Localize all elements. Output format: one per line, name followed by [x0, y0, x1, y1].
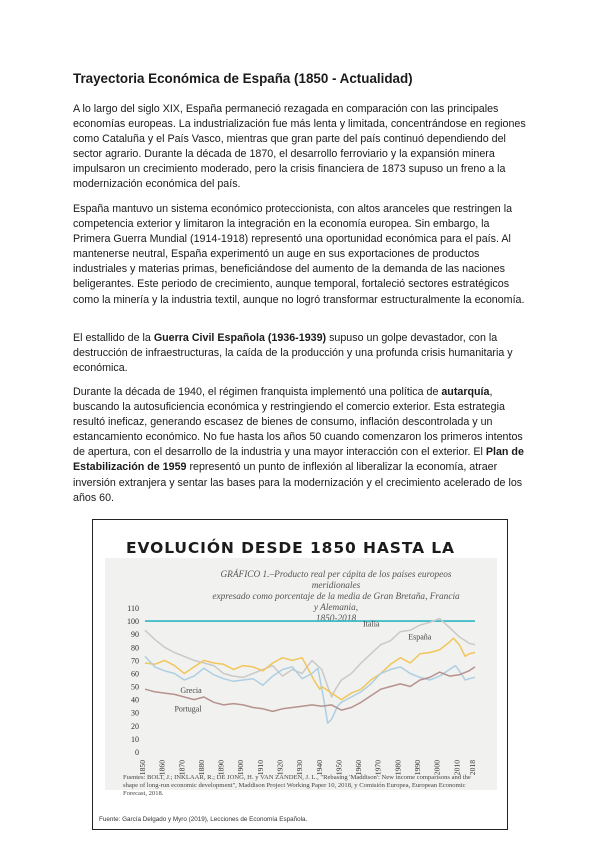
- x-tick-label: 1880: [196, 760, 206, 776]
- y-tick-label: 10: [131, 734, 139, 744]
- paragraph-text: Durante la década de 1940, el régimen franquista implementó una política de: [73, 386, 442, 398]
- chart-caption-line: expresado como porcentaje de la media de Gran Bretaña, Francia y Alemania,: [212, 592, 460, 613]
- bold-term-guerra-civil: Guerra Civil Española (1936-1939): [153, 332, 327, 344]
- y-tick-label: 30: [131, 708, 139, 718]
- page-title: Trayectoria Económica de España (1850 - Actualidad): [73, 71, 413, 86]
- paragraph-guerra-civil: [73, 331, 529, 376]
- y-tick-label: 90: [131, 630, 139, 640]
- paragraph-proteccionismo: España mantuvo un sistema económico proteccionista, con altos aranceles que restringen la competencia exterior y limitaron la integración en la economía europea. Sin embargo, la Primera Guerra Mundial (1914-1918) representó una oportunidad económica para el país. Al mantenerse neutral, España experimentó un auge en sus exportaciones de productos industriales y materias primas, beneficiándose del aumento de la demanda de las naciones beligerantes. Este periodo de crecimiento, aunque temporal, fortaleció sectores estratégicos como la minería y la industria textil, aunque no logró transformar estructuralmente la economía.: [73, 203, 525, 306]
- x-tick-label: 2018: [468, 760, 477, 776]
- y-tick-label: 50: [131, 682, 139, 692]
- figure-heading: EVOLUCIÓN DESDE 1850 HASTA LA: [126, 539, 455, 557]
- paragraph-siglo-xix: A lo largo del siglo XIX, España permaneció rezagada en comparación con las principales economías europeas. La industrialización fue más lenta y limitada, concentrándose en regiones como Cataluña y el País Vasco, mientras que gran parte del país continuó dependiendo del sector agrario. Durante la década de 1870, el desarrollo ferroviario y la expansión minera impulsaron un crecimiento moderado, pero la crisis financiera de 1873 supuso un freno a la modernización económica del país.: [73, 103, 526, 191]
- x-tick-label: 1970: [373, 760, 383, 776]
- y-tick-label: 0: [135, 748, 139, 757]
- series-label-grecia: Grecia: [180, 686, 202, 696]
- y-tick-label: 60: [131, 669, 139, 679]
- x-tick-label: 2000: [432, 760, 442, 776]
- bold-term-autarquia: autarquía: [441, 386, 490, 398]
- x-tick-label: 1860: [157, 760, 167, 776]
- y-tick-label: 40: [131, 695, 139, 705]
- x-tick-label: 1980: [393, 760, 403, 776]
- x-tick-label: 1920: [275, 760, 285, 776]
- paragraph-text: supuso un golpe devastador, con la destrucción de infraestructuras, la caída de la producción y una profunda crisis humanitaria y económica.: [73, 332, 513, 375]
- series-label-portugal: Portugal: [174, 704, 202, 714]
- paragraph-text: El estallido de la: [73, 332, 154, 344]
- x-tick-label: 1960: [354, 760, 364, 776]
- x-tick-label: 1890: [216, 760, 226, 776]
- x-tick-label: 1990: [413, 760, 422, 776]
- paragraph-text: representó un punto de inflexión al liberalizar la economía, atraer inversión extranjera y sentar las bases para la modernización y el crecimiento acelerado de los años 60.: [73, 461, 523, 504]
- y-tick-label: 110: [127, 604, 139, 613]
- x-tick-label: 1940: [314, 760, 324, 776]
- series-label-italia: Italia: [363, 619, 380, 629]
- y-tick-label: 70: [131, 656, 139, 666]
- series-label-espana: España: [408, 632, 432, 642]
- figure-source: Fuente: García Delgado y Myro (2019), Lecciones de Economía Española.: [99, 816, 308, 823]
- paragraph-autarquia: [73, 385, 529, 506]
- x-tick-label: 1900: [236, 760, 246, 776]
- x-tick-label: 1950: [334, 760, 344, 776]
- chart-source-note: Fuentes: BOLT, J.; INKLAAR, R.; DE JONG, H. y VAN ZANDEN, J. L., "Rebasing 'Maddison': New income comparisons and the shape of long-run economic development", Maddison Project Working Paper 10, 2018, y Comisión Europea, European Economic Forecast, 2018.: [123, 774, 471, 798]
- x-tick-label: 1850: [138, 760, 147, 776]
- x-tick-label: 1930: [295, 760, 305, 776]
- chart-caption-line: 1850-2018: [315, 614, 357, 624]
- chart-caption-line: GRÁFICO 1.–Producto real per cápita de los países europeos meridionales: [220, 570, 452, 591]
- figure-frame: [92, 519, 508, 830]
- paragraph-text: , buscando la autosuficiencia económica y restringiendo el comercio exterior. Esta estrategia resultó ineficaz, generando escasez de bienes de consumo, inflación descontrolada y un estancamiento económico. No fue hasta los años 50 cuando comenzaron los primeros intentos de apertura, con el desarrollo de la industria y una mayor interacción con el exterior. El: [73, 386, 523, 459]
- x-tick-label: 1910: [255, 760, 265, 776]
- y-tick-label: 100: [127, 617, 139, 627]
- bold-term-plan-estabilizacion: Plan de Estabilización de 1959: [73, 446, 524, 474]
- y-tick-label: 80: [131, 643, 139, 653]
- y-tick-label: 20: [131, 721, 139, 731]
- x-tick-label: 2010: [452, 760, 462, 776]
- x-tick-label: 1870: [177, 760, 187, 776]
